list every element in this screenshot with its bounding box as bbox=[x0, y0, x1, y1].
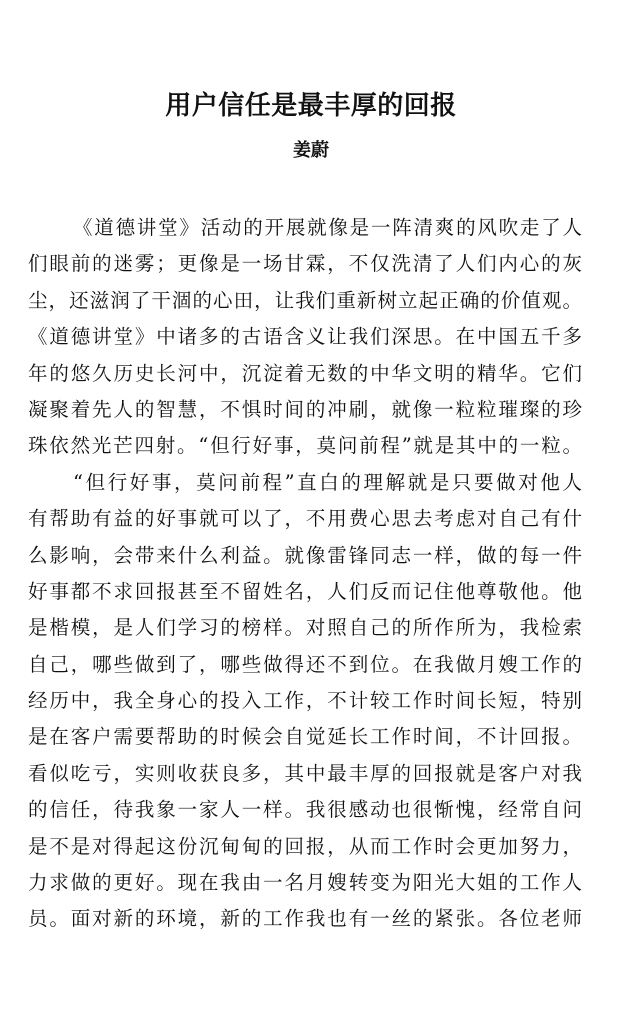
text-line: 员。面对新的环境，新的工作我也有一丝的紧张。各位老师 bbox=[28, 907, 582, 931]
text-line: 凝聚着先人的智慧，不惧时间的冲刷，就像一粒粒璀璨的珍 bbox=[28, 397, 582, 421]
text-line: 尘，还滋润了干涸的心田，让我们重新树立起正确的价值观。 bbox=[28, 288, 582, 312]
document-title: 用户信任是最丰厚的回报 bbox=[165, 91, 457, 121]
text-line: 经历中，我全身心的投入工作，不计较工作时间长短，特别 bbox=[28, 689, 582, 713]
text-line: 们眼前的迷雾；更像是一场甘霖，不仅洗清了人们内心的灰 bbox=[28, 252, 582, 276]
text-line: 珠依然光芒四射。“但行好事，莫问前程”就是其中的一粒。 bbox=[28, 434, 582, 458]
text-line: “但行好事，莫问前程”直白的理解就是只要做对他人 bbox=[73, 470, 582, 494]
text-line: 好事都不求回报甚至不留姓名，人们反而记住他尊敬他。他 bbox=[28, 579, 582, 603]
text-line: 是楷模，是人们学习的榜样。对照自己的所作所为，我检索 bbox=[28, 616, 582, 640]
text-line: 么影响，会带来什么利益。就像雷锋同志一样，做的每一件 bbox=[28, 543, 582, 567]
text-line: 自己，哪些做到了，哪些做得还不到位。在我做月嫂工作的 bbox=[28, 652, 582, 676]
text-line: 是在客户需要帮助的时候会自觉延长工作时间，不计回报。 bbox=[28, 725, 582, 749]
text-line: 年的悠久历史长河中，沉淀着无数的中华文明的精华。它们 bbox=[28, 361, 582, 385]
text-line: 力求做的更好。现在我由一名月嫂转变为阳光大姐的工作人 bbox=[28, 871, 582, 895]
body-text bbox=[28, 210, 582, 938]
text-line: 是不是对得起这份沉甸甸的回报，从而工作时会更加努力， bbox=[28, 834, 582, 858]
text-line: 有帮助有益的好事就可以了，不用费心思去考虑对自己有什 bbox=[28, 507, 582, 531]
text-line: 《道德讲堂》活动的开展就像是一阵清爽的风吹走了人 bbox=[73, 216, 582, 239]
text-line: 的信任，待我象一家人一样。我很感动也很惭愧，经常自问 bbox=[28, 798, 582, 822]
text-line: 看似吃亏，实则收获良多，其中最丰厚的回报就是客户对我 bbox=[28, 761, 582, 785]
text-line: 《道德讲堂》中诸多的古语含义让我们深思。在中国五千多 bbox=[28, 325, 582, 349]
author-name: 姜蔚 bbox=[293, 140, 329, 161]
